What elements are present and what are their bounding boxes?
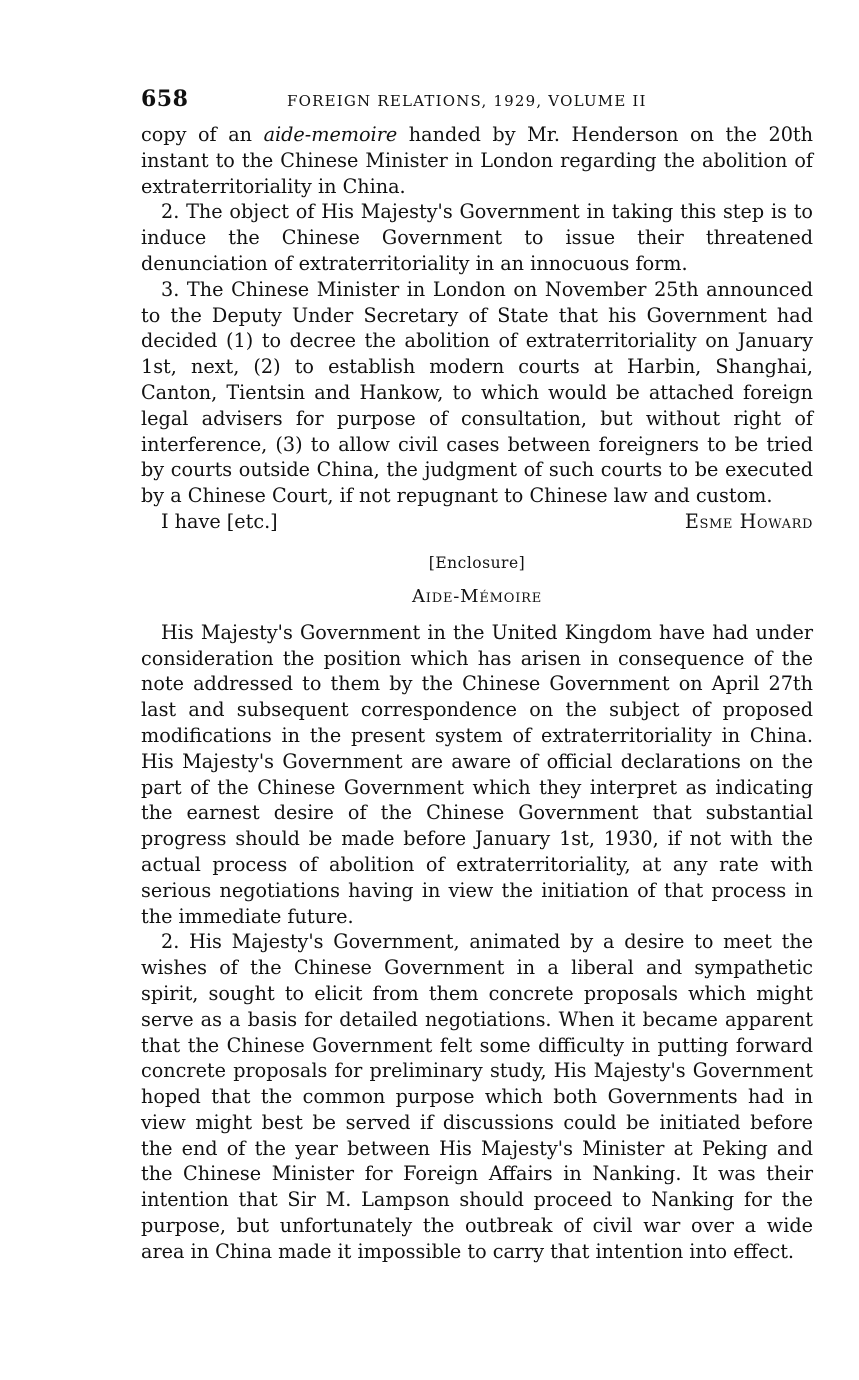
closing-text: I have [etc.]: [161, 509, 278, 533]
letter-p1-before: copy of an: [141, 123, 264, 146]
running-head: FOREIGN RELATIONS, 1929, VOLUME II: [287, 92, 647, 110]
enclosure-paragraph-1: His Majesty's Government in the United Kingdom have had under consideration the position which has arisen in consequence of the note addressed to them by the Chinese Government on April 27th last and subsequent correspondence on the subject of proposed modifications in the present system of extraterritoriality in China. His Majesty's Government are aware of official declarations on the part of the Chinese Government which they interpret as indicating the earnest desire of the Chinese Government that substantial progress should be made before January 1st, 1930, if not with the actual process of abolition of extraterritoriality, at any rate with serious negotiations having in view the initiation of that process in the immediate future.: [141, 620, 813, 928]
enclosure-label: [Enclosure]: [428, 553, 526, 572]
letter-p1-after: handed by Mr. Henderson on the 20th instant to the Chinese Minister in London regarding the abolition of extraterritoriality in China.: [141, 123, 813, 198]
enclosure-paragraph-2: 2. His Majesty's Government, animated by a desire to meet the wishes of the Chinese Government in a liberal and sympathetic spirit, sought to elicit from them concrete proposals which might serve as a basis for detailed negotiations. When it became apparent that the Chinese Government felt some difficulty in putting forward concrete proposals for preliminary study, His Majesty's Government hoped that the common purpose which both Governments had in view might best be served if discussions could be initiated before the end of the year between His Majesty's Minister at Peking and the Chinese Minister for Foreign Affairs in Nanking. It was their intention that Sir M. Lampson should proceed to Nanking for the purpose, but unfortunately the outbreak of civil war over a wide area in China made it impossible to carry that intention into effect.: [141, 930, 813, 1263]
signature: Esme Howard: [684, 509, 813, 533]
aide-memoire-term: aide-memoire: [263, 123, 398, 146]
aide-memoire-title: Aide-Mémoire: [411, 585, 543, 607]
page-header: [141, 86, 813, 122]
letter-paragraph-3: 3. The Chinese Minister in London on November 25th announced to the Deputy Under Secretary of State that his Government had decided (1) to decree the abolition of extraterritoriality on January 1st, next, (2) to establish modern courts at Harbin, Shanghai, Canton, Tientsin and Hankow, to which would be attached foreign legal advisers for purpose of consultation, but without right of interference, (3) to allow civil cases between foreigners to be tried by courts outside China, the judgment of such courts to be executed by a Chinese Court, if not repugnant to Chinese law and custom.: [141, 277, 813, 508]
document-page: [141, 86, 813, 1265]
letter-paragraph-1: [141, 122, 813, 199]
page-number: 658: [141, 86, 189, 112]
letter-paragraph-2: 2. The object of His Majesty's Government in taking this step is to induce the Chinese Government to issue their threatened denunciation of extraterritoriality in an innocuous form.: [141, 200, 813, 275]
closing-line: [141, 509, 813, 535]
